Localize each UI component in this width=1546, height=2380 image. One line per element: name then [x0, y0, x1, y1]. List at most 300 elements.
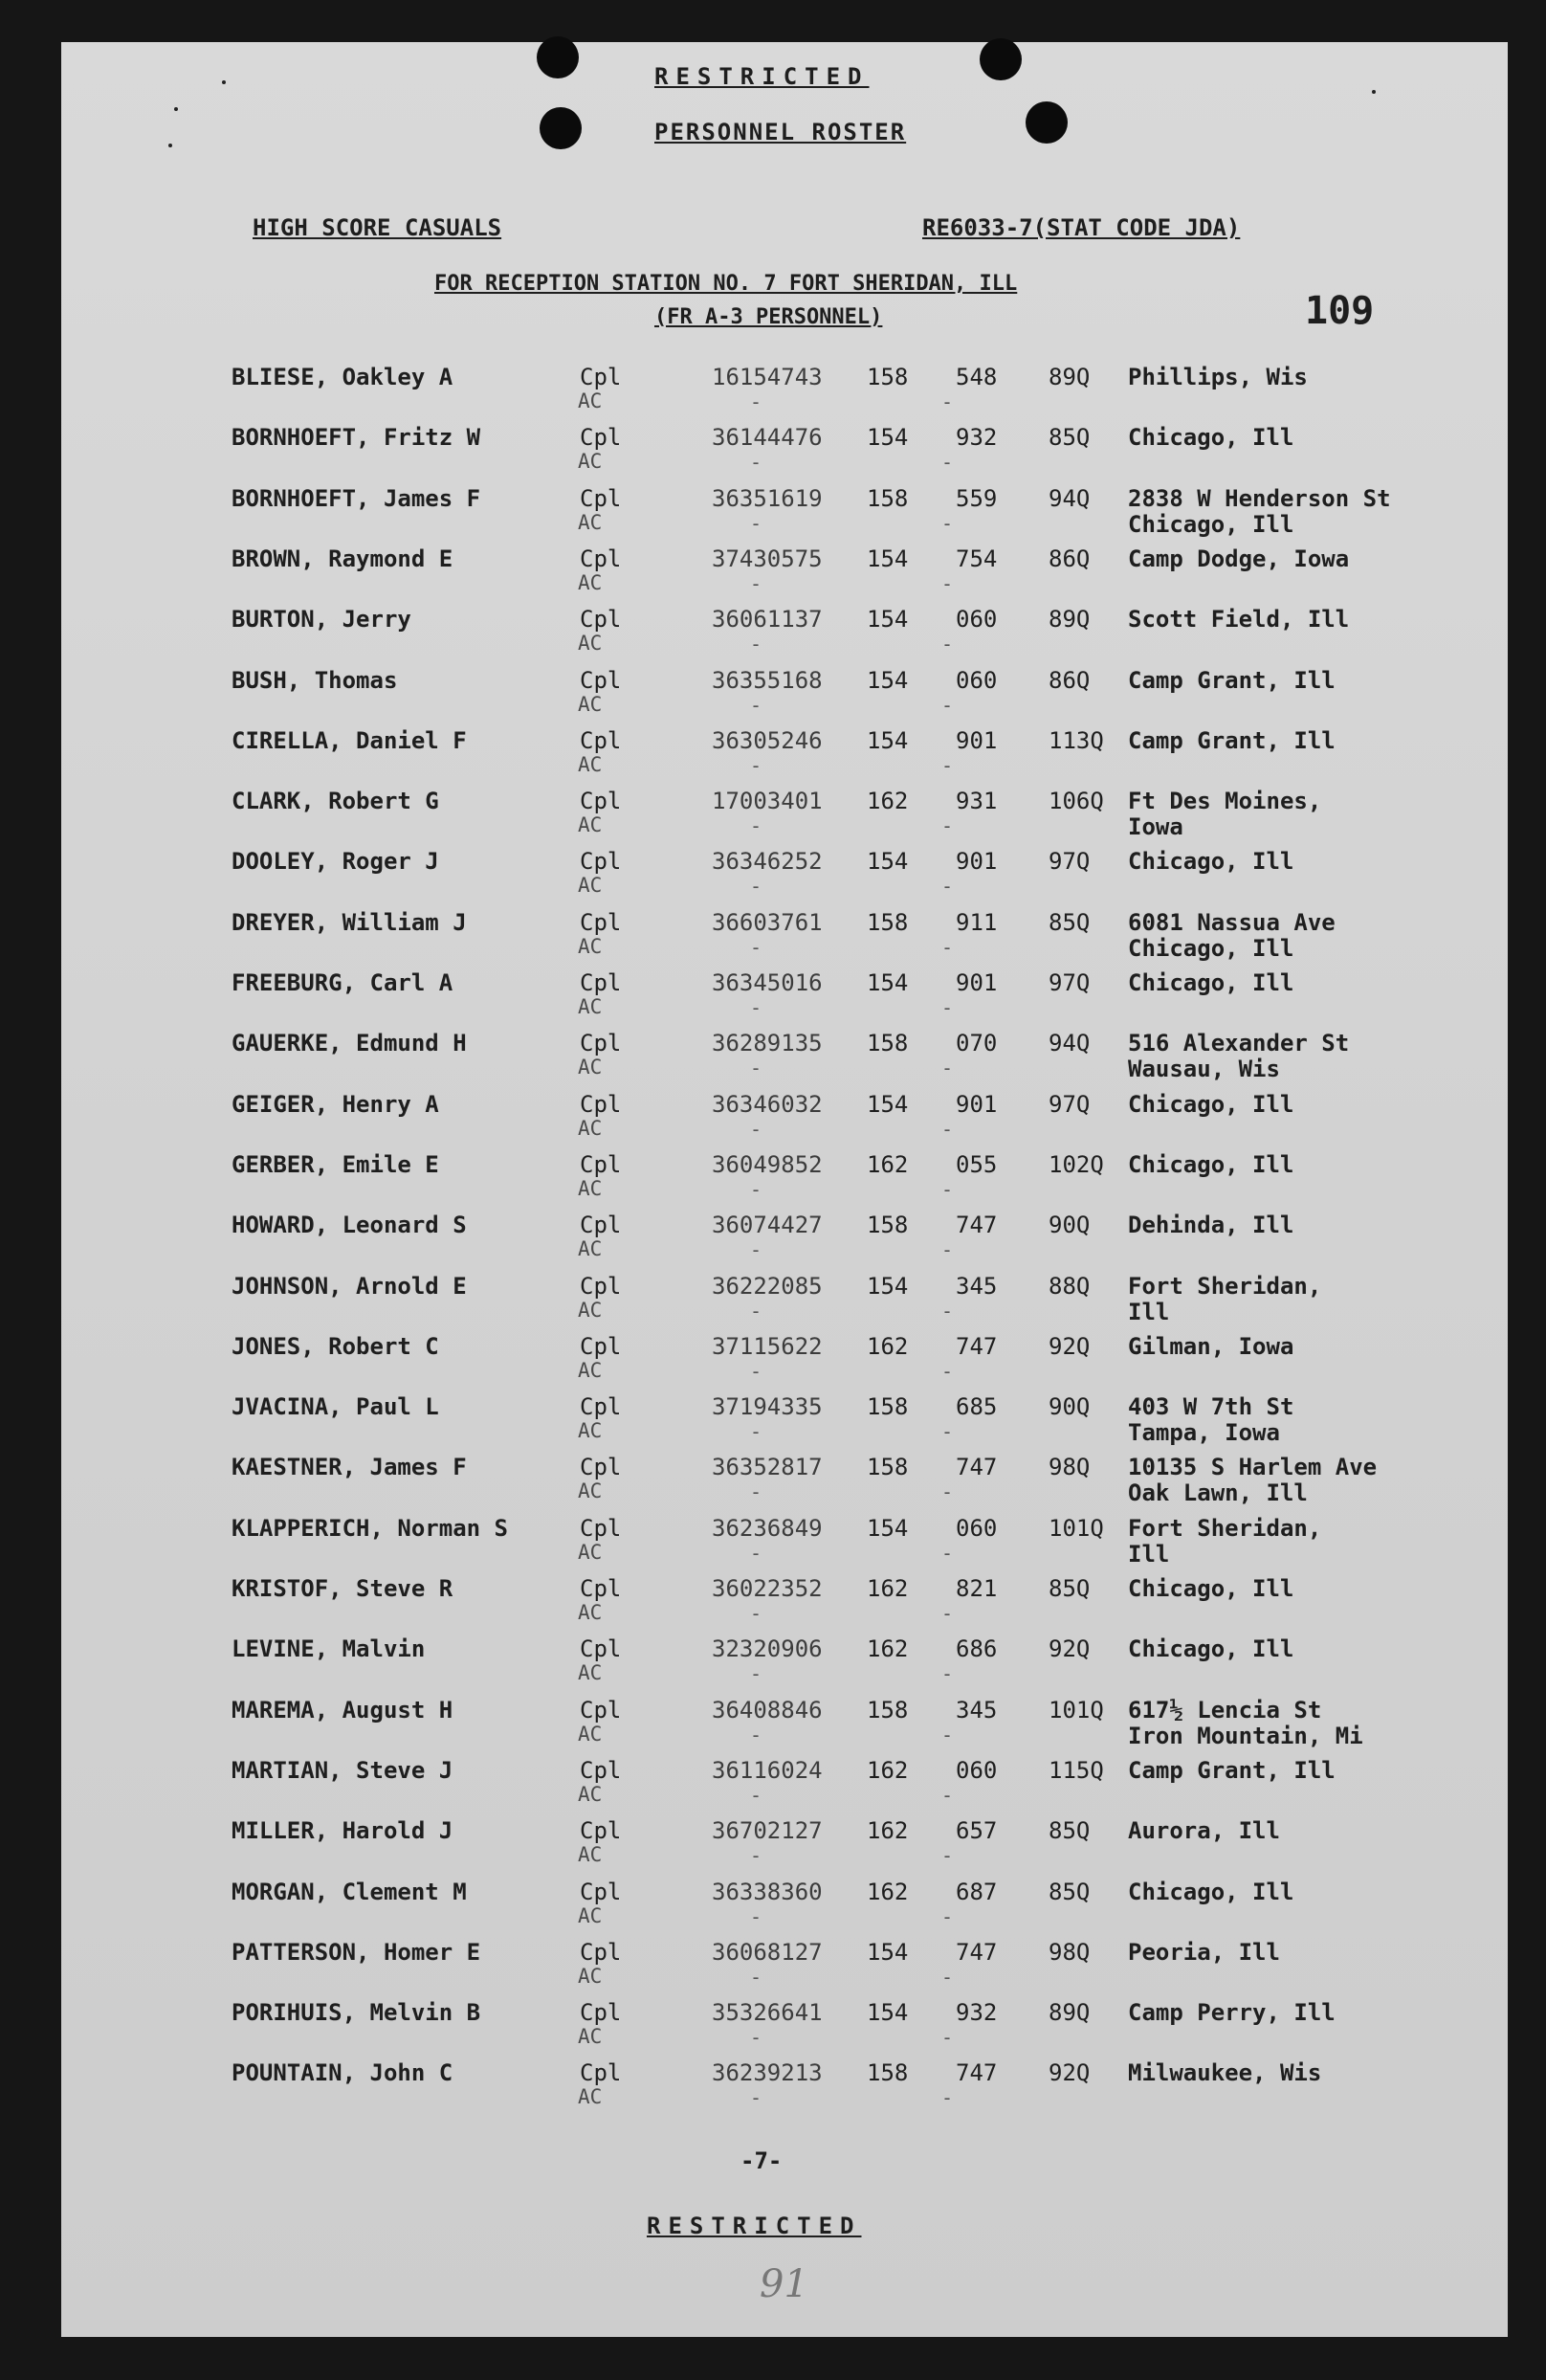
- branch: AC: [578, 510, 603, 534]
- branch: AC: [578, 1176, 603, 1200]
- punch-hole: [1026, 101, 1068, 144]
- name: KLAPPERICH, Norman S: [232, 1514, 508, 1542]
- page-marker: -7-: [740, 2147, 783, 2174]
- code-2: 070: [956, 1030, 998, 1057]
- code-3: 101Q: [1049, 1514, 1104, 1542]
- grade: Cpl: [580, 1090, 622, 1118]
- serial-number: 36049852: [712, 1150, 823, 1178]
- grade: Cpl: [580, 1938, 622, 1966]
- address-line-1: Chicago, Ill: [1128, 1635, 1294, 1663]
- serial-number: 32320906: [712, 1635, 823, 1663]
- grade: Cpl: [580, 1635, 622, 1663]
- roster-row: [61, 1879, 1508, 1936]
- typewriter-dash: -: [750, 1177, 762, 1201]
- typewriter-dash: -: [941, 2026, 954, 2050]
- branch: AC: [578, 1661, 603, 1685]
- code-2: 747: [956, 1332, 998, 1360]
- address-line-1: Chicago, Ill: [1128, 424, 1294, 452]
- name: GEIGER, Henry A: [232, 1090, 439, 1118]
- roster-row: [61, 364, 1508, 421]
- personnel-line: (FR A-3 PERSONNEL): [654, 305, 883, 329]
- typewriter-dash: -: [941, 2086, 954, 2110]
- code-1: 162: [867, 1878, 909, 1905]
- typewriter-dash: -: [750, 1965, 762, 1989]
- typewriter-dash: -: [750, 390, 762, 413]
- address-line-1: Dehinda, Ill: [1128, 1212, 1294, 1239]
- typewriter-dash: -: [941, 1723, 954, 1746]
- serial-number: 37430575: [712, 545, 823, 572]
- code-3: 85Q: [1049, 1817, 1091, 1845]
- typewriter-dash: -: [750, 1420, 762, 1444]
- paper-speck: [222, 80, 226, 84]
- code-3: 85Q: [1049, 1878, 1091, 1905]
- name: HOWARD, Leonard S: [232, 1212, 467, 1239]
- code-2: 685: [956, 1393, 998, 1421]
- typewriter-dash: -: [750, 633, 762, 656]
- grade: Cpl: [580, 1817, 622, 1845]
- code-1: 158: [867, 1393, 909, 1421]
- address-line-2: Chicago, Ill: [1128, 510, 1294, 538]
- address-line-1: Ft Des Moines,: [1128, 788, 1322, 815]
- code-1: 158: [867, 1030, 909, 1057]
- roster-row: [61, 1635, 1508, 1693]
- code-2: 747: [956, 1454, 998, 1481]
- code-3: 90Q: [1049, 1393, 1091, 1421]
- branch: AC: [578, 995, 603, 1018]
- roster-row: [61, 1091, 1508, 1148]
- typewriter-dash: -: [941, 875, 954, 899]
- code-2: 055: [956, 1150, 998, 1178]
- roster-row: [61, 1817, 1508, 1875]
- typewriter-dash: -: [750, 1662, 762, 1686]
- name: DOOLEY, Roger J: [232, 848, 439, 876]
- name: LEVINE, Malvin: [232, 1635, 426, 1663]
- grade: Cpl: [580, 1999, 622, 2027]
- typewriter-dash: -: [750, 1057, 762, 1080]
- grade: Cpl: [580, 1272, 622, 1300]
- classification-bottom: RESTRICTED: [647, 2213, 862, 2239]
- address-line-2: Wausau, Wis: [1128, 1056, 1280, 1083]
- serial-number: 36355168: [712, 666, 823, 694]
- address-line-1: Camp Perry, Ill: [1128, 1999, 1336, 2027]
- code-2: 901: [956, 1090, 998, 1118]
- typewriter-dash: -: [941, 1541, 954, 1565]
- code-3: 86Q: [1049, 666, 1091, 694]
- branch: AC: [578, 1843, 603, 1867]
- address-line-1: Scott Field, Ill: [1128, 606, 1350, 634]
- typewriter-dash: -: [750, 511, 762, 535]
- roster-row: [61, 2059, 1508, 2117]
- typewriter-dash: -: [750, 935, 762, 959]
- typewriter-dash: -: [750, 693, 762, 717]
- grade: Cpl: [580, 1756, 622, 1784]
- code-3: 94Q: [1049, 1030, 1091, 1057]
- address-line-1: Camp Grant, Ill: [1128, 666, 1336, 694]
- address-line-1: Fort Sheridan,: [1128, 1514, 1322, 1542]
- name: JOHNSON, Arnold E: [232, 1272, 467, 1300]
- address-line-1: Chicago, Ill: [1128, 1150, 1294, 1178]
- name: CLARK, Robert G: [232, 788, 439, 815]
- code-3: 92Q: [1049, 1635, 1091, 1663]
- code-2: 686: [956, 1635, 998, 1663]
- code-1: 158: [867, 908, 909, 936]
- serial-number: 36305246: [712, 726, 823, 754]
- branch: AC: [578, 570, 603, 594]
- typewriter-dash: -: [750, 875, 762, 899]
- typewriter-dash: -: [750, 571, 762, 595]
- code-2: 932: [956, 1999, 998, 2027]
- branch: AC: [578, 1722, 603, 1746]
- grade: Cpl: [580, 1575, 622, 1602]
- address-line-1: 516 Alexander St: [1128, 1030, 1350, 1057]
- code-1: 154: [867, 666, 909, 694]
- grade: Cpl: [580, 848, 622, 876]
- grade: Cpl: [580, 545, 622, 572]
- address-line-1: Chicago, Ill: [1128, 1575, 1294, 1602]
- code-2: 345: [956, 1696, 998, 1724]
- typewriter-dash: -: [750, 1238, 762, 1262]
- code-2: 060: [956, 1514, 998, 1542]
- serial-number: 36351619: [712, 484, 823, 512]
- name: BORNHOEFT, Fritz W: [232, 424, 481, 452]
- roster-row: [61, 909, 1508, 967]
- name: MILLER, Harold J: [232, 1817, 453, 1845]
- roster-row: [61, 1151, 1508, 1209]
- typewriter-dash: -: [750, 1602, 762, 1625]
- branch: AC: [578, 1056, 603, 1079]
- code-2: 901: [956, 969, 998, 996]
- code-1: 154: [867, 606, 909, 634]
- branch: AC: [578, 813, 603, 837]
- name: PATTERSON, Homer E: [232, 1938, 481, 1966]
- grade: Cpl: [580, 726, 622, 754]
- roster-row: [61, 667, 1508, 724]
- serial-number: 36068127: [712, 1938, 823, 1966]
- name: JVACINA, Paul L: [232, 1393, 439, 1421]
- grade: Cpl: [580, 1514, 622, 1542]
- code-1: 162: [867, 788, 909, 815]
- code-1: 154: [867, 1090, 909, 1118]
- grade: Cpl: [580, 606, 622, 634]
- code-3: 97Q: [1049, 969, 1091, 996]
- code-3: 97Q: [1049, 848, 1091, 876]
- typewriter-dash: -: [941, 571, 954, 595]
- branch: AC: [578, 2025, 603, 2049]
- roster-page: [61, 42, 1508, 2337]
- typewriter-dash: -: [941, 1844, 954, 1868]
- address-line-2: Iron Mountain, Mi: [1128, 1722, 1363, 1749]
- grade: Cpl: [580, 908, 622, 936]
- name: CIRELLA, Daniel F: [232, 726, 467, 754]
- code-1: 162: [867, 1817, 909, 1845]
- name: DREYER, William J: [232, 908, 467, 936]
- serial-number: 37194335: [712, 1393, 823, 1421]
- serial-number: 36144476: [712, 424, 823, 452]
- address-line-1: Peoria, Ill: [1128, 1938, 1280, 1966]
- roster-row: [61, 848, 1508, 905]
- handwritten-number: 91: [760, 2262, 808, 2306]
- serial-number: 36702127: [712, 1817, 823, 1845]
- code-3: 89Q: [1049, 606, 1091, 634]
- roster-row: [61, 1393, 1508, 1451]
- code-1: 154: [867, 1999, 909, 2027]
- code-2: 345: [956, 1272, 998, 1300]
- serial-number: 36338360: [712, 1878, 823, 1905]
- code-1: 162: [867, 1575, 909, 1602]
- station-line: FOR RECEPTION STATION NO. 7 FORT SHERIDAN, ILL: [434, 272, 1018, 296]
- code-3: 85Q: [1049, 908, 1091, 936]
- branch: AC: [578, 1540, 603, 1564]
- roster-row: [61, 1939, 1508, 1996]
- punch-hole: [980, 38, 1022, 80]
- roster-row: [61, 969, 1508, 1027]
- name: MARTIAN, Steve J: [232, 1756, 453, 1784]
- branch: AC: [578, 1116, 603, 1140]
- typewriter-dash: -: [941, 1057, 954, 1080]
- name: POUNTAIN, John C: [232, 2059, 453, 2087]
- branch: AC: [578, 1419, 603, 1443]
- name: FREEBURG, Carl A: [232, 969, 453, 996]
- serial-number: 36061137: [712, 606, 823, 634]
- address-line-1: 617½ Lencia St: [1128, 1696, 1322, 1724]
- typewriter-dash: -: [941, 1662, 954, 1686]
- code-2: 747: [956, 2059, 998, 2087]
- code-3: 86Q: [1049, 545, 1091, 572]
- code-1: 154: [867, 1514, 909, 1542]
- code-3: 88Q: [1049, 1272, 1091, 1300]
- punch-hole: [537, 36, 579, 78]
- paper-speck: [168, 144, 172, 147]
- typewriter-dash: -: [750, 1783, 762, 1807]
- code-1: 154: [867, 424, 909, 452]
- typewriter-dash: -: [750, 996, 762, 1019]
- address-line-2: Tampa, Iowa: [1128, 1419, 1280, 1447]
- name: BLIESE, Oakley A: [232, 364, 453, 390]
- address-line-1: Camp Grant, Ill: [1128, 726, 1336, 754]
- serial-number: 37115622: [712, 1332, 823, 1360]
- code-1: 154: [867, 848, 909, 876]
- name: BORNHOEFT, James F: [232, 484, 481, 512]
- serial-number: 36074427: [712, 1212, 823, 1239]
- code-2: 060: [956, 606, 998, 634]
- grade: Cpl: [580, 1030, 622, 1057]
- typewriter-dash: -: [941, 1904, 954, 1928]
- code-3: 92Q: [1049, 2059, 1091, 2087]
- typewriter-dash: -: [750, 1117, 762, 1141]
- grade: Cpl: [580, 1696, 622, 1724]
- roster-row: [61, 485, 1508, 543]
- grade: Cpl: [580, 1332, 622, 1360]
- code-2: 060: [956, 666, 998, 694]
- typewriter-dash: -: [941, 1602, 954, 1625]
- code-3: 85Q: [1049, 1575, 1091, 1602]
- branch: AC: [578, 752, 603, 776]
- address-line-1: Milwaukee, Wis: [1128, 2059, 1322, 2087]
- address-line-1: 10135 S Harlem Ave: [1128, 1454, 1378, 1481]
- roster-row: [61, 1030, 1508, 1087]
- paper-speck: [174, 107, 178, 111]
- code-1: 162: [867, 1150, 909, 1178]
- code-1: 154: [867, 1272, 909, 1300]
- typewriter-dash: -: [941, 753, 954, 777]
- code-3: 97Q: [1049, 1090, 1091, 1118]
- roster-row: [61, 1999, 1508, 2057]
- code-1: 158: [867, 2059, 909, 2087]
- typewriter-dash: -: [941, 1420, 954, 1444]
- roster-row: [61, 606, 1508, 663]
- grade: Cpl: [580, 788, 622, 815]
- roster-category: HIGH SCORE CASUALS: [253, 214, 502, 241]
- code-2: 548: [956, 364, 998, 390]
- typewriter-dash: -: [941, 996, 954, 1019]
- code-1: 158: [867, 1212, 909, 1239]
- code-1: 162: [867, 1332, 909, 1360]
- page-number: 109: [1305, 289, 1375, 333]
- code-2: 657: [956, 1817, 998, 1845]
- typewriter-dash: -: [941, 1783, 954, 1807]
- branch: AC: [578, 1964, 603, 1988]
- name: PORIHUIS, Melvin B: [232, 1999, 481, 2027]
- address-line-1: Fort Sheridan,: [1128, 1272, 1322, 1300]
- punch-hole: [540, 107, 582, 149]
- code-3: 113Q: [1049, 726, 1104, 754]
- typewriter-dash: -: [941, 390, 954, 413]
- branch: AC: [578, 874, 603, 898]
- grade: Cpl: [580, 1393, 622, 1421]
- roster-row: [61, 788, 1508, 845]
- name: BURTON, Jerry: [232, 606, 411, 634]
- code-2: 747: [956, 1212, 998, 1239]
- branch: AC: [578, 1298, 603, 1322]
- typewriter-dash: -: [750, 1359, 762, 1383]
- branch: AC: [578, 1237, 603, 1261]
- branch: AC: [578, 1479, 603, 1503]
- typewriter-dash: -: [941, 511, 954, 535]
- serial-number: 36346032: [712, 1090, 823, 1118]
- code-2: 747: [956, 1938, 998, 1966]
- typewriter-dash: -: [941, 1480, 954, 1504]
- document-title: PERSONNEL ROSTER: [654, 119, 907, 145]
- typewriter-dash: -: [750, 451, 762, 475]
- code-1: 154: [867, 969, 909, 996]
- code-1: 158: [867, 484, 909, 512]
- code-1: 158: [867, 364, 909, 390]
- branch: AC: [578, 1782, 603, 1806]
- address-line-1: 2838 W Henderson St: [1128, 484, 1391, 512]
- roster-row: [61, 1273, 1508, 1330]
- serial-number: 36345016: [712, 969, 823, 996]
- code-3: 90Q: [1049, 1212, 1091, 1239]
- code-1: 162: [867, 1756, 909, 1784]
- code-2: 901: [956, 848, 998, 876]
- code-3: 89Q: [1049, 1999, 1091, 2027]
- typewriter-dash: -: [750, 753, 762, 777]
- serial-number: 36222085: [712, 1272, 823, 1300]
- name: MAREMA, August H: [232, 1696, 453, 1724]
- roster-row: [61, 1454, 1508, 1511]
- address-line-1: Aurora, Ill: [1128, 1817, 1280, 1845]
- serial-number: 36408846: [712, 1696, 823, 1724]
- name: JONES, Robert C: [232, 1332, 439, 1360]
- grade: Cpl: [580, 1454, 622, 1481]
- serial-number: 36236849: [712, 1514, 823, 1542]
- branch: AC: [578, 1903, 603, 1927]
- code-3: 101Q: [1049, 1696, 1104, 1724]
- roster-row: [61, 1757, 1508, 1814]
- grade: Cpl: [580, 1212, 622, 1239]
- roster-row: [61, 1515, 1508, 1572]
- code-2: 559: [956, 484, 998, 512]
- typewriter-dash: -: [941, 1359, 954, 1383]
- name: KRISTOF, Steve R: [232, 1575, 453, 1602]
- code-3: 92Q: [1049, 1332, 1091, 1360]
- serial-number: 36352817: [712, 1454, 823, 1481]
- branch: AC: [578, 632, 603, 656]
- paper-speck: [1372, 90, 1376, 94]
- typewriter-dash: -: [941, 1238, 954, 1262]
- address-line-2: Ill: [1128, 1298, 1170, 1325]
- name: BROWN, Raymond E: [232, 545, 453, 572]
- typewriter-dash: -: [750, 1541, 762, 1565]
- typewriter-dash: -: [941, 1965, 954, 1989]
- typewriter-dash: -: [750, 1723, 762, 1746]
- address-line-1: Camp Grant, Ill: [1128, 1756, 1336, 1784]
- code-3: 98Q: [1049, 1454, 1091, 1481]
- branch: AC: [578, 1601, 603, 1624]
- roster-row: [61, 1697, 1508, 1754]
- grade: Cpl: [580, 424, 622, 452]
- typewriter-dash: -: [941, 1117, 954, 1141]
- serial-number: 35326641: [712, 1999, 823, 2027]
- code-1: 158: [867, 1454, 909, 1481]
- address-line-2: Ill: [1128, 1540, 1170, 1568]
- address-line-1: Camp Dodge, Iowa: [1128, 545, 1350, 572]
- typewriter-dash: -: [941, 633, 954, 656]
- code-3: 94Q: [1049, 484, 1091, 512]
- name: KAESTNER, James F: [232, 1454, 467, 1481]
- code-1: 154: [867, 1938, 909, 1966]
- typewriter-dash: -: [750, 2086, 762, 2110]
- code-2: 060: [956, 1756, 998, 1784]
- typewriter-dash: -: [750, 1904, 762, 1928]
- typewriter-dash: -: [941, 451, 954, 475]
- roster-row: [61, 424, 1508, 481]
- typewriter-dash: -: [750, 1480, 762, 1504]
- branch: AC: [578, 1358, 603, 1382]
- typewriter-dash: -: [941, 935, 954, 959]
- typewriter-dash: -: [941, 814, 954, 838]
- code-1: 154: [867, 545, 909, 572]
- address-line-2: Oak Lawn, Ill: [1128, 1479, 1308, 1507]
- branch: AC: [578, 450, 603, 474]
- grade: Cpl: [580, 484, 622, 512]
- serial-number: 36239213: [712, 2059, 823, 2087]
- branch: AC: [578, 2085, 603, 2109]
- name: BUSH, Thomas: [232, 666, 398, 694]
- grade: Cpl: [580, 364, 622, 390]
- code-3: 115Q: [1049, 1756, 1104, 1784]
- typewriter-dash: -: [750, 1844, 762, 1868]
- typewriter-dash: -: [941, 693, 954, 717]
- code-2: 931: [956, 788, 998, 815]
- branch: AC: [578, 934, 603, 958]
- code-3: 106Q: [1049, 788, 1104, 815]
- address-line-2: Chicago, Ill: [1128, 934, 1294, 962]
- roster-row: [61, 1212, 1508, 1269]
- code-2: 911: [956, 908, 998, 936]
- serial-number: 36346252: [712, 848, 823, 876]
- address-line-1: Phillips, Wis: [1128, 364, 1308, 390]
